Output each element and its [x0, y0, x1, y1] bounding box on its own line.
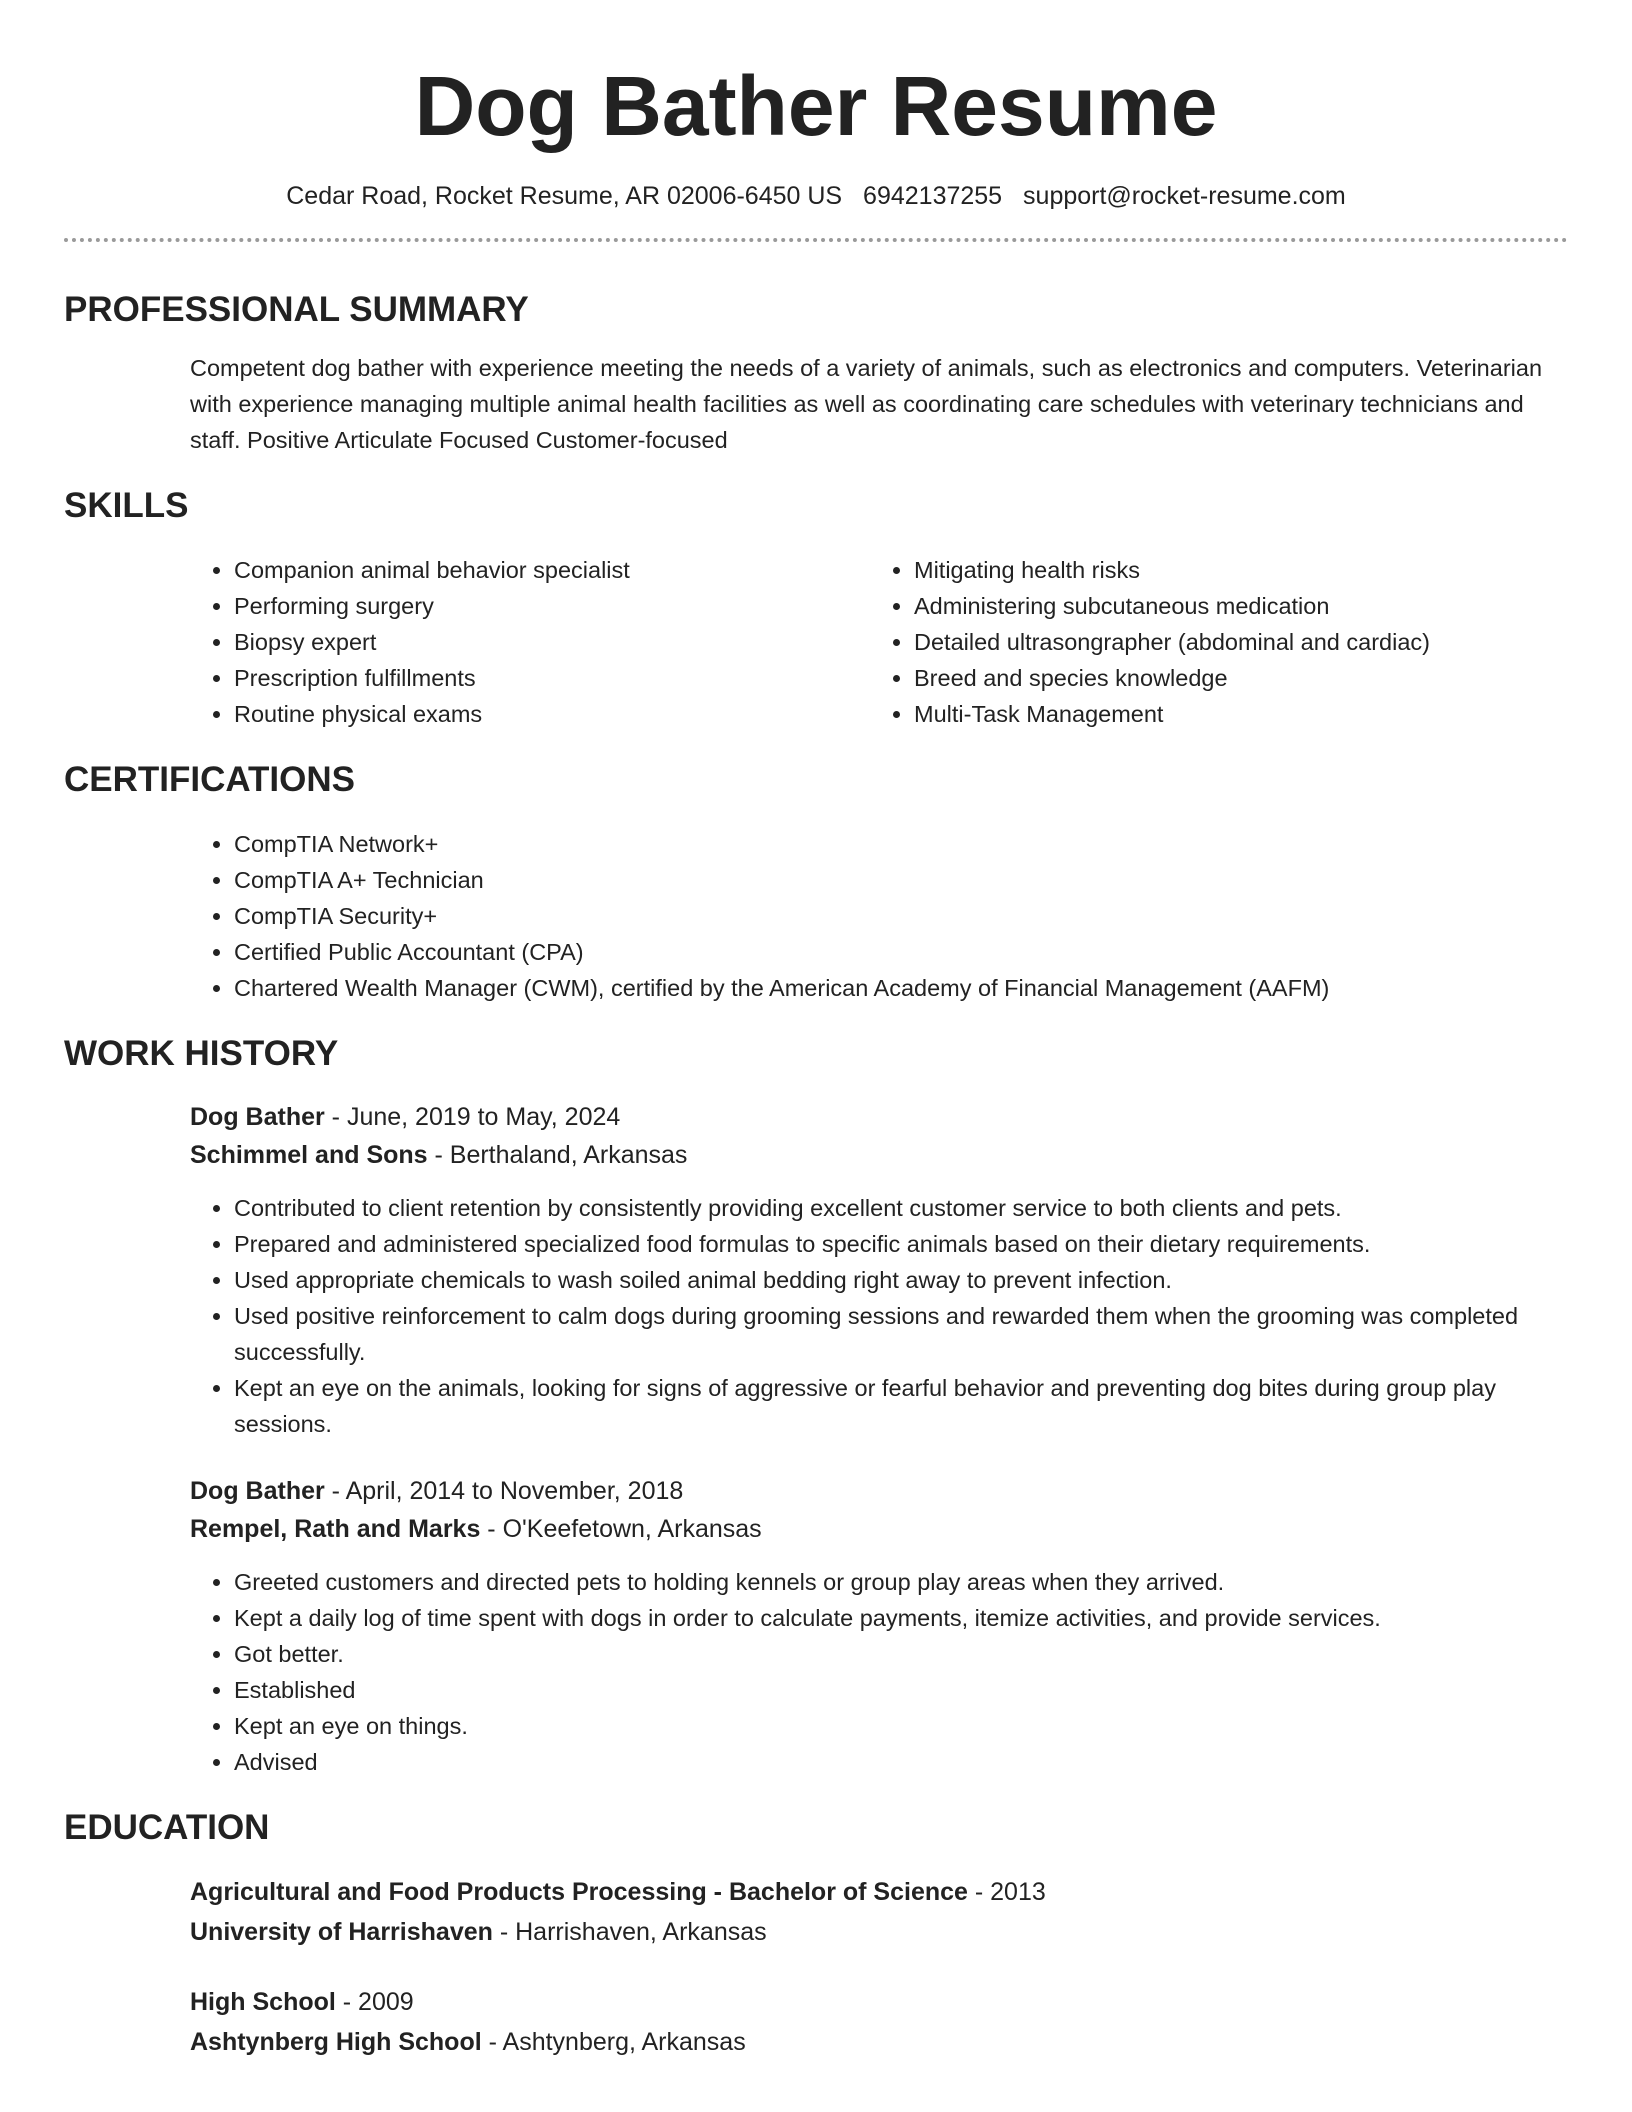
education-entry — [190, 1982, 1568, 2062]
skill-item: • Performing surgery — [234, 588, 870, 624]
skills-heading: SKILLS — [64, 486, 189, 525]
skill-item: • Prescription fulfillments — [234, 660, 870, 696]
education-school-line — [190, 2022, 1568, 2062]
education-entry — [190, 1872, 1568, 1952]
job-title-line — [190, 1472, 1568, 1510]
contact-email: support@rocket-resume.com — [1023, 182, 1346, 210]
skill-item: • Biopsy expert — [234, 624, 870, 660]
skill-item: • Breed and species knowledge — [914, 660, 1568, 696]
job-duty: • Greeted customers and directed pets to holding kennels or group play areas when they arrived. — [234, 1564, 1568, 1600]
education-degree: Agricultural and Food Products Processing - Bachelor of Science — [190, 1878, 968, 1906]
education-degree-line — [190, 1872, 1568, 1912]
certification-item: • Certified Public Accountant (CPA) — [234, 934, 1568, 970]
certification-item: • CompTIA Security+ — [234, 898, 1568, 934]
job-duty: • Kept an eye on the animals, looking for signs of aggressive or fearful behavior and preventing dog bites during group play sessions. — [234, 1370, 1568, 1442]
certification-item: • CompTIA Network+ — [234, 826, 1568, 862]
summary-text: Competent dog bather with experience meeting the needs of a variety of animals, such as electronics and computers. Veterinarian with experience managing multiple animal health facilities as well as coordinating care schedules with veterinary technicians and staff. Positive Articulate Focused Customer-focused — [190, 355, 1543, 453]
education-section — [190, 1872, 1568, 2062]
certifications-heading: CERTIFICATIONS — [64, 760, 356, 799]
skills-list-right — [870, 552, 1568, 732]
job-duty: • Contributed to client retention by consistently providing excellent customer service to both clients and pets. — [234, 1190, 1568, 1226]
skill-item: • Mitigating health risks — [914, 552, 1568, 588]
education-degree-line — [190, 1982, 1568, 2022]
job-duty: • Kept a daily log of time spent with dogs in order to calculate payments, itemize activities, and provide services. — [234, 1600, 1568, 1636]
contact-address: Cedar Road, Rocket Resume, AR 02006-6450 US — [286, 182, 843, 210]
job-title: Dog Bather — [190, 1103, 325, 1131]
job-company-line — [190, 1510, 1568, 1548]
skill-item: • Companion animal behavior specialist — [234, 552, 870, 588]
job-duty: • Used positive reinforcement to calm dogs during grooming sessions and rewarded them when the grooming was completed successfully. — [234, 1298, 1568, 1370]
summary-heading: PROFESSIONAL SUMMARY — [64, 290, 529, 329]
certifications-list — [190, 826, 1568, 1006]
job-duties-list — [190, 1564, 1568, 1780]
education-school: Ashtynberg High School — [190, 2028, 482, 2056]
job-location: - O'Keefetown, Arkansas — [480, 1515, 762, 1543]
certifications-section — [190, 826, 1568, 1006]
summary-section — [190, 350, 1568, 458]
education-degree: High School — [190, 1988, 336, 2016]
education-year: - 2009 — [335, 1988, 414, 2016]
education-heading: EDUCATION — [64, 1808, 270, 1847]
job-company-line — [190, 1136, 1568, 1174]
contact-phone: 6942137255 — [863, 182, 1003, 210]
job-title-line — [190, 1098, 1568, 1136]
job-title: Dog Bather — [190, 1477, 325, 1505]
job-entry — [190, 1098, 1568, 1442]
skill-item: • Multi-Task Management — [914, 696, 1568, 732]
education-location: - Harrishaven, Arkansas — [492, 1918, 767, 1946]
job-duty: • Prepared and administered specialized food formulas to specific animals based on their dietary requirements. — [234, 1226, 1568, 1262]
job-company: Schimmel and Sons — [190, 1141, 428, 1169]
skill-item: • Administering subcutaneous medication — [914, 588, 1568, 624]
education-location: - Ashtynberg, Arkansas — [481, 2028, 746, 2056]
work-history-heading: WORK HISTORY — [64, 1034, 339, 1073]
certification-item: • Chartered Wealth Manager (CWM), certified by the American Academy of Financial Management (AAFM) — [234, 970, 1568, 1006]
job-duty: • Used appropriate chemicals to wash soiled animal bedding right away to prevent infection. — [234, 1262, 1568, 1298]
header-divider — [64, 238, 1568, 242]
certification-item: • CompTIA A+ Technician — [234, 862, 1568, 898]
job-entry — [190, 1472, 1568, 1780]
contact-line — [64, 180, 1568, 212]
job-location: - Berthaland, Arkansas — [427, 1141, 688, 1169]
skills-list-left — [190, 552, 870, 732]
job-duty: • Advised — [234, 1744, 1568, 1780]
job-duties-list — [190, 1190, 1568, 1442]
education-school: University of Harrishaven — [190, 1918, 493, 1946]
skill-item: • Routine physical exams — [234, 696, 870, 732]
job-duty: • Got better. — [234, 1636, 1568, 1672]
education-school-line — [190, 1912, 1568, 1952]
education-year: - 2013 — [967, 1878, 1046, 1906]
skills-section — [190, 552, 1568, 732]
skill-item: • Detailed ultrasongrapher (abdominal and cardiac) — [914, 624, 1568, 660]
job-company: Rempel, Rath and Marks — [190, 1515, 481, 1543]
job-duty: • Kept an eye on things. — [234, 1708, 1568, 1744]
work-history-section — [190, 1098, 1568, 1780]
job-duty: • Established — [234, 1672, 1568, 1708]
resume-title: Dog Bather Resume — [414, 59, 1218, 153]
job-dates: - April, 2014 to November, 2018 — [324, 1477, 684, 1505]
job-dates: - June, 2019 to May, 2024 — [324, 1103, 621, 1131]
